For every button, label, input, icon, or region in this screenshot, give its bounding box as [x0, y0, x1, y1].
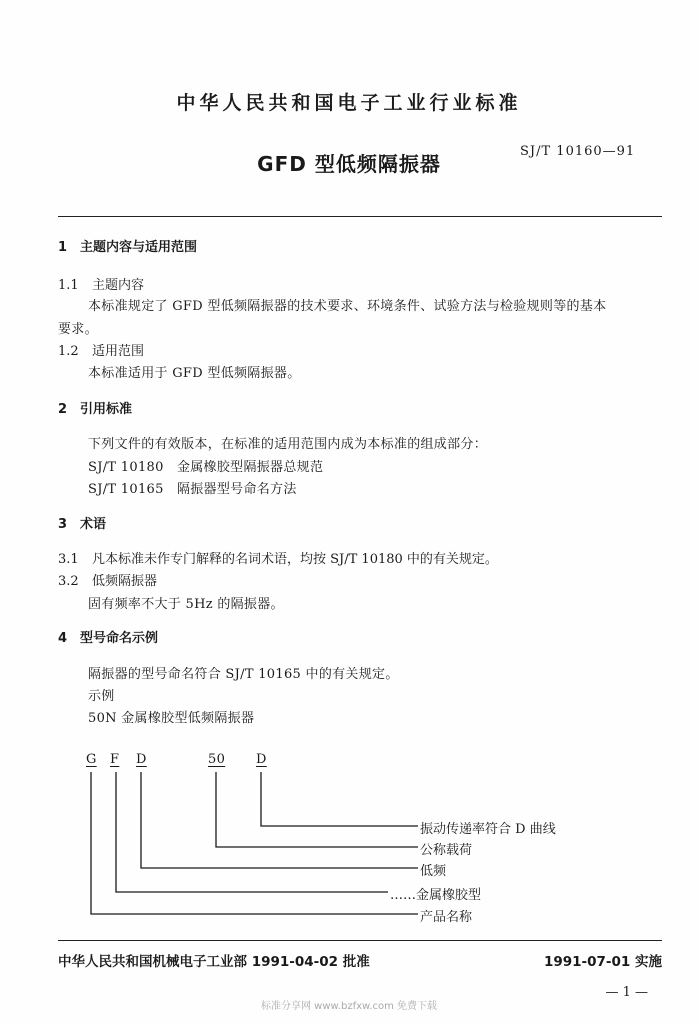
- paragraph-continued: 要求。: [58, 322, 98, 337]
- tree-label-curve: 振动传递率符合 D 曲线: [420, 822, 556, 837]
- standard-code: SJ/T 10160—91: [520, 144, 636, 159]
- section-title: 适用范围: [92, 344, 145, 359]
- section-title: 主题内容: [92, 278, 145, 293]
- paragraph: 下列文件的有效版本，在标准的适用范围内成为本标准的组成部分：: [88, 437, 488, 452]
- org-title: 中华人民共和国电子工业行业标准: [176, 92, 522, 114]
- implementation-date: 1991-07-01 实施: [543, 954, 662, 970]
- model-code-d: D: [136, 752, 147, 767]
- example-name: 50N 金属橡胶型低频隔振器: [88, 711, 255, 726]
- tree-label-material: ……金属橡胶型: [390, 888, 482, 903]
- section-number: 1.2: [58, 344, 79, 359]
- section-number: 3: [58, 517, 68, 532]
- approval-line: 中华人民共和国机械电子工业部 1991-04-02 批准: [58, 954, 370, 970]
- curve-branch-line: [261, 772, 418, 826]
- reference-item: SJ/T 10180 金属橡胶型隔振器总规范: [88, 460, 324, 475]
- paragraph: 隔振器的型号命名符合 SJ/T 10165 中的有关规定。: [88, 667, 399, 682]
- section-title: 术语: [80, 517, 107, 532]
- watermark: 标准分享网 www.bzfxw.com 免费下载: [261, 1001, 437, 1012]
- name-branch-line: [91, 772, 418, 914]
- model-code-load: 50: [208, 752, 226, 767]
- tree-label-name: 产品名称: [420, 910, 473, 925]
- frequency-branch-line: [141, 772, 418, 868]
- model-code-g: G: [86, 752, 97, 767]
- section-number: 3.2: [58, 574, 79, 589]
- tree-label-frequency: 低频: [420, 864, 447, 879]
- section-title: 型号命名示例: [80, 631, 159, 646]
- section-number: 1.1: [58, 278, 79, 293]
- doc-title: GFD 型低频隔振器: [257, 152, 441, 176]
- footer-divider: [58, 940, 662, 941]
- section-number: 1: [58, 240, 68, 255]
- model-code-f: F: [110, 752, 120, 767]
- material-branch-line: [116, 772, 388, 892]
- reference-item: SJ/T 10165 隔振器型号命名方法: [88, 482, 297, 497]
- section-title: 低频隔振器: [92, 574, 158, 589]
- paragraph: 本标准规定了 GFD 型低频隔振器的技术要求、环境条件、试验方法与检验规则等的基本: [88, 299, 607, 314]
- paragraph: 本标准适用于 GFD 型低频隔振器。: [88, 366, 301, 381]
- section-title: 引用标准: [80, 402, 133, 417]
- section-number: 2: [58, 402, 68, 417]
- load-branch-line: [216, 772, 418, 847]
- section-number: 3.1: [58, 552, 79, 567]
- model-code-curve: D: [256, 752, 267, 767]
- page-number: — 1 —: [605, 985, 648, 1000]
- section-title: 主题内容与适用范围: [80, 240, 198, 255]
- example-label: 示例: [88, 689, 115, 704]
- paragraph: 固有频率不大于 5Hz 的隔振器。: [88, 597, 284, 612]
- paragraph: 凡本标准未作专门解释的名词术语，均按 SJ/T 10180 中的有关规定。: [92, 552, 498, 567]
- tree-label-load: 公称载荷: [420, 843, 473, 858]
- section-number: 4: [58, 631, 68, 646]
